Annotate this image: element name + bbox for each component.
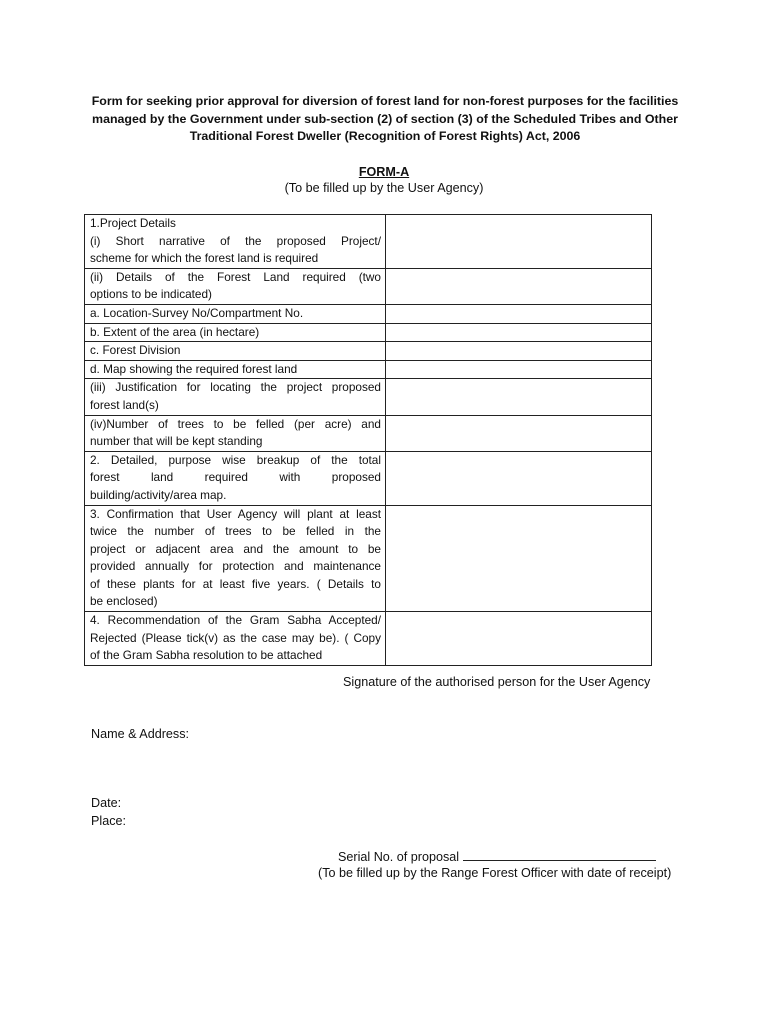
question-line: number that will be kept standing — [90, 434, 263, 449]
name-address-label: Name & Address: — [91, 727, 189, 741]
question-line: d. Map showing the required forest land — [90, 361, 298, 376]
question-line: (ii) Details of the Forest Land required (two — [90, 269, 381, 284]
question-line: (iv)Number of trees to be felled (per acre) and — [90, 416, 381, 431]
question-line: forest land(s) — [90, 397, 159, 412]
question-cell — [85, 268, 386, 304]
answer-cell[interactable] — [386, 415, 652, 451]
table-row — [85, 505, 652, 612]
question-line: scheme for which the forest land is required — [90, 251, 319, 266]
answer-cell[interactable] — [386, 342, 652, 361]
question-line: provided annually for protection and maintenance — [90, 559, 381, 574]
question-line: of the Gram Sabha resolution to be attached — [90, 648, 323, 663]
date-label: Date: — [91, 796, 122, 810]
question-cell — [85, 304, 386, 323]
question-line: building/activity/area map. — [90, 487, 227, 502]
question-cell — [85, 323, 386, 342]
form-subtitle: (To be filled up by the User Agency) — [284, 181, 484, 195]
answer-cell[interactable] — [386, 379, 652, 415]
question-cell — [85, 215, 386, 269]
question-line: of these plants for at least five years. ( Details to — [90, 576, 381, 591]
title-line: Form for seeking prior approval for diversion of forest land for non-forest purposes for the facilities — [91, 94, 679, 108]
answer-cell[interactable] — [386, 323, 652, 342]
question-cell — [85, 379, 386, 415]
table-row — [85, 360, 652, 379]
question-line: 4. Recommendation of the Gram Sabha Accepted/ — [90, 613, 381, 628]
question-line: a. Location-Survey No/Compartment No. — [90, 305, 304, 320]
question-line: be enclosed) — [90, 594, 158, 609]
table-row — [85, 342, 652, 361]
title-line: managed by the Government under sub-section (2) of section (3) of the Scheduled Tribes and Other — [92, 111, 678, 126]
question-cell — [85, 415, 386, 451]
form-title — [90, 93, 680, 146]
question-line: project or adjacent area and the amount to be — [90, 541, 381, 556]
table-row — [85, 612, 652, 666]
table-row — [85, 304, 652, 323]
question-line: c. Forest Division — [90, 343, 181, 358]
table-row — [85, 323, 652, 342]
question-line: options to be indicated) — [90, 287, 212, 302]
answer-cell[interactable] — [386, 360, 652, 379]
question-line: Rejected (Please tick(v) as the case may be). ( Copy — [90, 630, 381, 645]
answer-cell[interactable] — [386, 612, 652, 666]
title-line: Traditional Forest Dweller (Recognition of Forest Rights) Act, 2006 — [189, 129, 581, 144]
question-line: 2. Detailed, purpose wise breakup of the total — [90, 452, 381, 467]
question-line: 3. Confirmation that User Agency will plant at least — [90, 506, 381, 521]
question-line: (iii) Justification for locating the project proposed — [90, 380, 381, 395]
place-label: Place: — [91, 814, 127, 828]
answer-cell[interactable] — [386, 215, 652, 269]
answer-cell[interactable] — [386, 268, 652, 304]
project-details-table — [84, 214, 652, 666]
answer-cell[interactable] — [386, 304, 652, 323]
table-row — [85, 451, 652, 505]
table-row — [85, 415, 652, 451]
question-cell — [85, 342, 386, 361]
table-row — [85, 268, 652, 304]
serial-number-field — [338, 848, 656, 866]
table-row — [85, 215, 652, 269]
serial-number-note: (To be filled up by the Range Forest Officer with date of receipt) — [318, 866, 672, 880]
signature-label: Signature of the authorised person for the User Agency — [343, 675, 651, 689]
serial-number-blank[interactable] — [463, 848, 656, 861]
form-label: FORM-A — [358, 165, 410, 179]
question-line: (i) Short narrative of the proposed Project/ — [90, 233, 381, 248]
question-line: twice the number of trees to be felled in the — [90, 524, 381, 539]
answer-cell[interactable] — [386, 451, 652, 505]
table-row — [85, 379, 652, 415]
question-cell — [85, 612, 386, 666]
question-line: 1.Project Details — [90, 216, 176, 230]
question-line: forest land required with proposed — [90, 470, 381, 485]
question-line: b. Extent of the area (in hectare) — [90, 324, 260, 339]
answer-cell[interactable] — [386, 505, 652, 612]
question-cell — [85, 451, 386, 505]
question-cell — [85, 360, 386, 379]
serial-number-label: Serial No. of proposal — [338, 850, 460, 864]
question-cell — [85, 505, 386, 612]
